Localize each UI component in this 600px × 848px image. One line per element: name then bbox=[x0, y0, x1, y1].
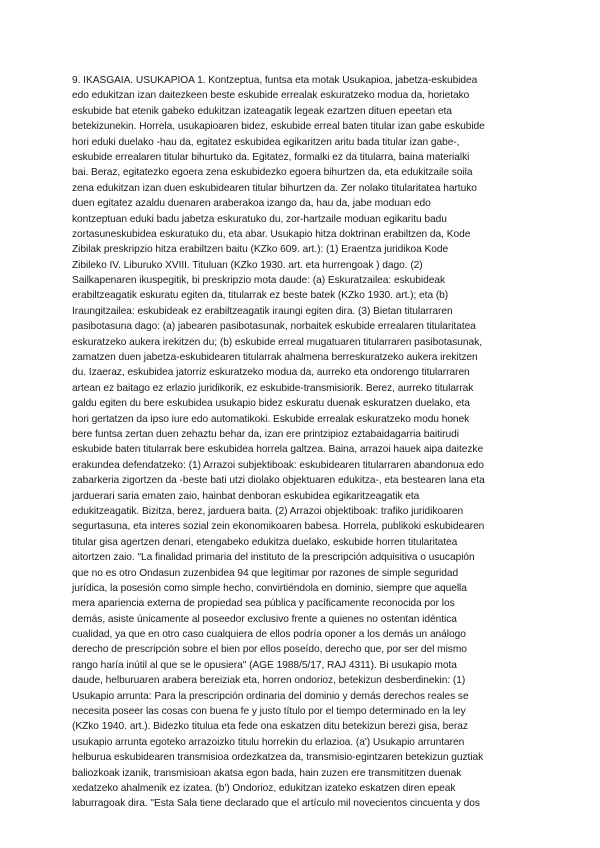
text-line: que no es otro Ondasun zuzenbidea 94 que legitimar por razones de simple seguridad bbox=[72, 567, 459, 579]
text-line: galdu egiten du bere eskubidea usukapio bidez eskuratu duenak eskuratzen duelako, eta bbox=[72, 398, 470, 410]
text-line: erakundea defendatzeko: (1) Arrazoi subjektiboak: eskubidearen titularraren abandonua edo bbox=[72, 459, 484, 471]
text-line: cualidad, ya que en otro caso cualquiera de ellos podría oponer a los demás un análogo bbox=[72, 629, 466, 641]
text-line: jarduerari saria ematen zaio, hainbat denboran eskubidea egikaritzeagatik eta bbox=[72, 490, 420, 502]
text-line: hori eduki duelako -hau da, egitatez eskubidea egikaritzen aritu bada titular izan gabe-, bbox=[72, 136, 460, 148]
text-line: kontzeptuan eduki badu jabetza eskuratuko du, zor-hartzaile moduan egikaritu badu bbox=[72, 213, 447, 225]
text-line: demás, asiste únicamente al poseedor exclusivo frente a quienes no ostentan idéntica bbox=[72, 613, 457, 625]
text-line: eskubide baten titularrak bere eskubidea horrela galtzea. Baina, arrazoi hauek aipa daitezke bbox=[72, 444, 484, 456]
text-line: pasibotasuna dago: (a) jabearen pasibotasunak, norbaitek eskubide errealaren titularitatea bbox=[72, 321, 476, 333]
text-line: betekizunekin. Horrela, usukapioaren bidez, eskubide erreal baten titular izan gabe eskubide bbox=[72, 121, 485, 133]
text-line: usukapio arrunta egoteko arrazoizko titulu horrekin du erlazioa. (a') Usukapio arruntaren bbox=[72, 736, 465, 748]
text-line: eskubide bat etenik gabeko edukitzan izateagatik legeak ezartzen dituen epeetan eta bbox=[72, 105, 452, 117]
document-body bbox=[72, 73, 532, 812]
text-line: bai. Beraz, egitatezko egoera zena eskubidezko egoera bihurtzen da, eta edukitzaile soila bbox=[72, 167, 473, 179]
text-line: zortasuneskubidea eskuratuko du, eta abar. Usukapio hitza doktrinan erabiltzen da, Kode bbox=[72, 228, 471, 240]
text-line: du. Izaeraz, eskubidea jatorriz eskuratzeko modua da, aurreko eta ondorengo titularraren bbox=[72, 367, 470, 379]
text-line: edukitzeagatik. Bizitza, berez, jarduera baita. (2) Arrazoi objektiboak: trafiko juridikoaren bbox=[72, 505, 464, 517]
text-line: derecho de prescripción sobre el bien por ellos poseído, derecho que, por ser del mismo bbox=[72, 644, 467, 656]
text-line: artean ez baitago ez erlazio juridikorik, ez eskubide-transmisiorik. Berez, aurreko titularrak bbox=[72, 382, 474, 394]
text-line: helburua eskubidearen transmisioa ordezkatzea da, transmisio-egintzaren betekizun guztiak bbox=[72, 752, 484, 764]
text-line: mera apariencia externa de propiedad sea pública y pacíficamente reconocida por los bbox=[72, 598, 455, 610]
text-line: necesita poseer las cosas con buena fe y justo título por el tiempo determinado en la ley bbox=[72, 706, 466, 718]
text-line: Usukapio arrunta: Para la prescripción ordinaria del dominio y demás derechos reales se bbox=[72, 690, 469, 702]
text-line: jurídica, la posesión como simple hecho, convirtiéndola en dominio, siempre que aquella bbox=[72, 582, 467, 594]
text-line: hori gertatzen da ipso iure edo automatikoki. Eskubide errealak eskuratzeko modu honek bbox=[72, 413, 470, 425]
text-line: eskubide errealaren titular bihurtuko da. Egitatez, formalki ez da titularra, baina materialki bbox=[72, 151, 470, 163]
text-line: Sailkapenaren ikuspegitik, bi preskripzio mota daude: (a) Eskuratzailea: eskubideak bbox=[72, 275, 445, 287]
text-line: bere funtsa zertan duen zehaztu behar da, izan ere printzipioz eztabaidagarria baitirudi bbox=[72, 428, 459, 440]
text-line: Zibileko IV. Liburuko XVIII. Tituluan (KZko 1930. art. eta hurrengoak ) dago. (2) bbox=[72, 259, 423, 271]
text-line: Iraungitzailea: eskubideak ez erabiltzeagatik iraungi egiten dira. (3) Bietan titularraren bbox=[72, 305, 453, 317]
text-line: aitortzen zaio. "La finalidad primaria del instituto de la prescripción adquisitiva o usucapión bbox=[72, 552, 475, 564]
text-line: segurtasuna, eta interes sozial zein ekonomikoaren babesa. Horrela, publikoki eskubidearen bbox=[72, 521, 485, 533]
text-line: eskuratzeko aukera irekitzen du; (b) eskubide erreal mugatuaren titularraren pasibotasunak, bbox=[72, 336, 482, 348]
text-line: daude, helburuaren arabera bereiziak eta, horren ondorioz, betekizun desberdinekin: (1) bbox=[72, 675, 466, 687]
text-line: zamatzen duen jabetza-eskubidearen titularrak ahalmena berreskuratzeko aukera irekitzen bbox=[72, 352, 478, 364]
text-line: Zibilak preskripzio hitza erabiltzen baitu (KZko 609. art.): (1) Eraentza juridikoa Kode bbox=[72, 244, 449, 256]
text-line: zena edukitzan izan duen eskubidearen titular bihurtzen da. Zer nolako titularitatea hartuko bbox=[72, 182, 477, 194]
text-line: edo edukitzan izan daitezkeen beste eskubide errealak eskuratzeko modua da, horietako bbox=[72, 90, 470, 102]
text-line: (KZko 1940. art.). Bidezko titulua eta fede ona eskatzen ditu betekizun berezi gisa, beraz bbox=[72, 721, 468, 733]
text-line: rango haría inútil al que se le opusiera" (AGE 1988/5/17, RAJ 4311). Bi usukapio mota bbox=[72, 659, 457, 671]
text-line: 9. IKASGAIA. USUKAPIOA 1. Kontzeptua, funtsa eta motak Usukapioa, jabetza-eskubidea bbox=[72, 75, 478, 86]
text-line: laburragoak dira. "Esta Sala tiene declarado que el artículo mil novecientos cincuenta y dos bbox=[72, 798, 480, 810]
text-line: titular gisa agertzen denari, etengabeko edukitza duelako, eskubide horren titularitatea bbox=[72, 536, 458, 548]
text-line: zabarkeria zigortzen da -beste bati utzi diolako objektuaren edukitza-, eta bestearen lana eta bbox=[72, 475, 485, 487]
text-line: erabiltzeagatik eskuratu egiten da, titularrak ez beste batek (KZko 1930. art.); eta (b) bbox=[72, 290, 449, 302]
text-line: xedatzeko ahalmenik ez izatea. (b') Ondorioz, edukitzan izateko eskatzen diren epeak bbox=[72, 782, 456, 794]
text-line: duen egitatez azaldu duenaren araberakoa izango da, hau da, jabe moduan edo bbox=[72, 198, 431, 210]
text-line: baliozkoak izanik, transmisioan akatsa egon bada, hain zuzen ere transmititzen duenak bbox=[72, 767, 462, 779]
